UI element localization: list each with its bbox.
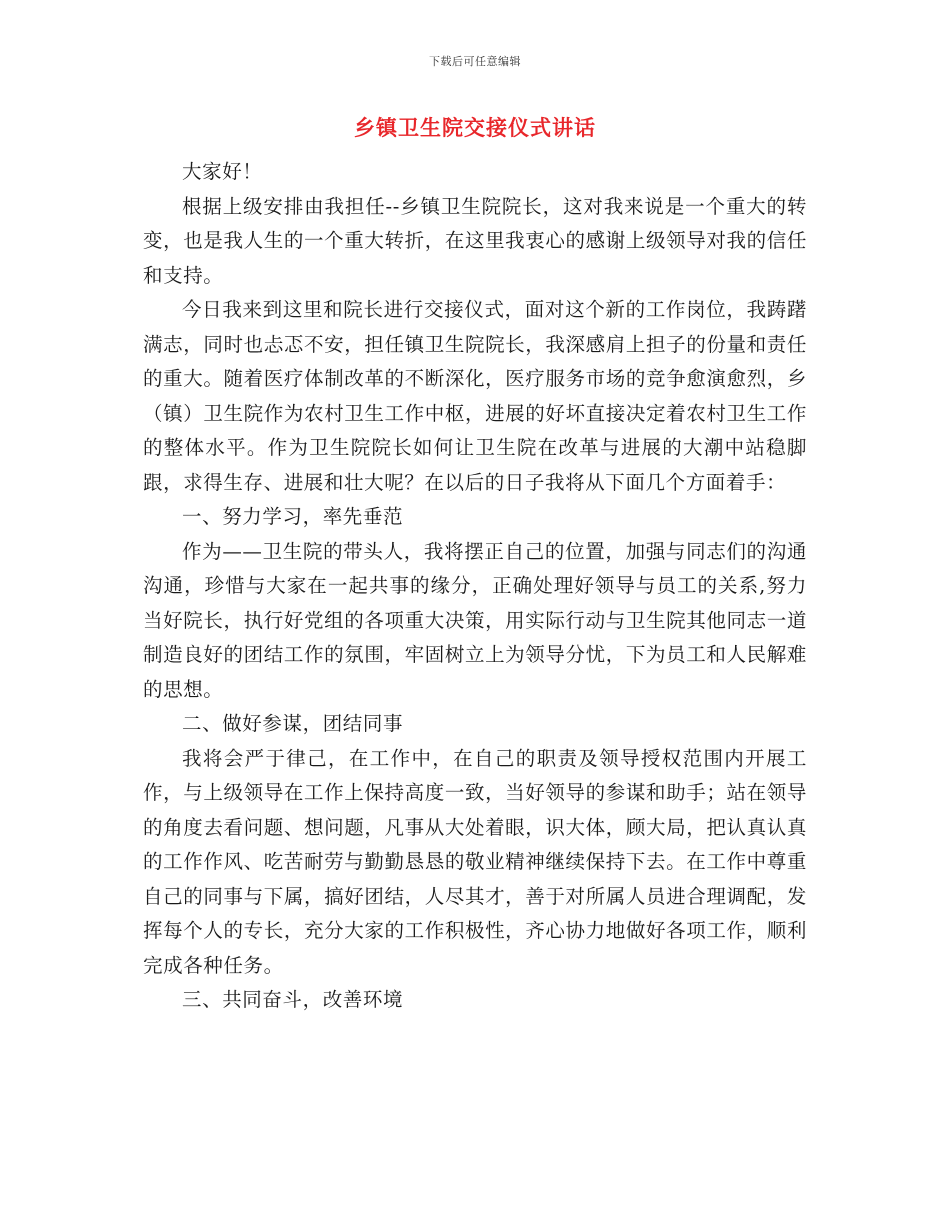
body-paragraph: 作为——卫生院的带头人，我将摆正自己的位置，加强与同志们的沟通沟通，珍惜与大家在一起共事的缘分，正确处理好领导与员工的关系,努力当好院长，执行好党组的各项重大决策，用实际行动与卫生院其他同志一道制造良好的团结工作的氛围，牢固树立上为领导分忧，下为员工和人民解难的思想。: [143, 539, 807, 701]
body-paragraph: 我将会严于律己，在工作中，在自己的职责及领导授权范围内开展工作，与上级领导在工作上保持高度一致，当好领导的参谋和助手；站在领导的角度去看问题、想问题，凡事从大处着眼，识大体，顾大局，把认真认真的工作作风、吃苦耐劳与勤勤恳恳的敬业精神继续保持下去。在工作中尊重自己的同事与下属，搞好团结，人尽其才，善于对所属人员进合理调配，发挥每个人的专长，充分大家的工作积极性，齐心协力地做好各项工作，顺利完成各种任务。: [143, 746, 807, 977]
document-body: [143, 155, 807, 1018]
section-heading: 二、做好参谋，团结同事: [182, 712, 404, 735]
section-heading: 一、努力学习，率先垂范: [182, 505, 404, 528]
body-paragraph: 今日我来到这里和院长进行交接仪式，面对这个新的工作岗位，我踌躇满志，同时也忐忑不安，担任镇卫生院院长，我深感肩上担子的份量和责任的重大。随着医疗体制改革的不断深化，医疗服务市场的竞争愈演愈烈，乡（镇）卫生院作为农村卫生工作中枢，进展的好坏直接决定着农村卫生工作的整体水平。作为卫生院院长如何让卫生院在改革与进展的大潮中站稳脚跟，求得生存、进展和壮大呢？在以后的日子我将从下面几个方面着手：: [143, 298, 807, 494]
section-heading: 三、共同奋斗，改善环境: [182, 988, 404, 1011]
body-paragraph: 根据上级安排由我担任--乡镇卫生院院长，这对我来说是一个重大的转变，也是我人生的一个重大转折，在这里我衷心的感谢上级领导对我的信任和支持。: [143, 194, 807, 287]
greeting-paragraph: 大家好！: [182, 160, 263, 183]
header-note: 下载后可任意编辑: [429, 55, 521, 68]
document-title: 乡镇卫生院交接仪式讲话: [354, 115, 596, 140]
